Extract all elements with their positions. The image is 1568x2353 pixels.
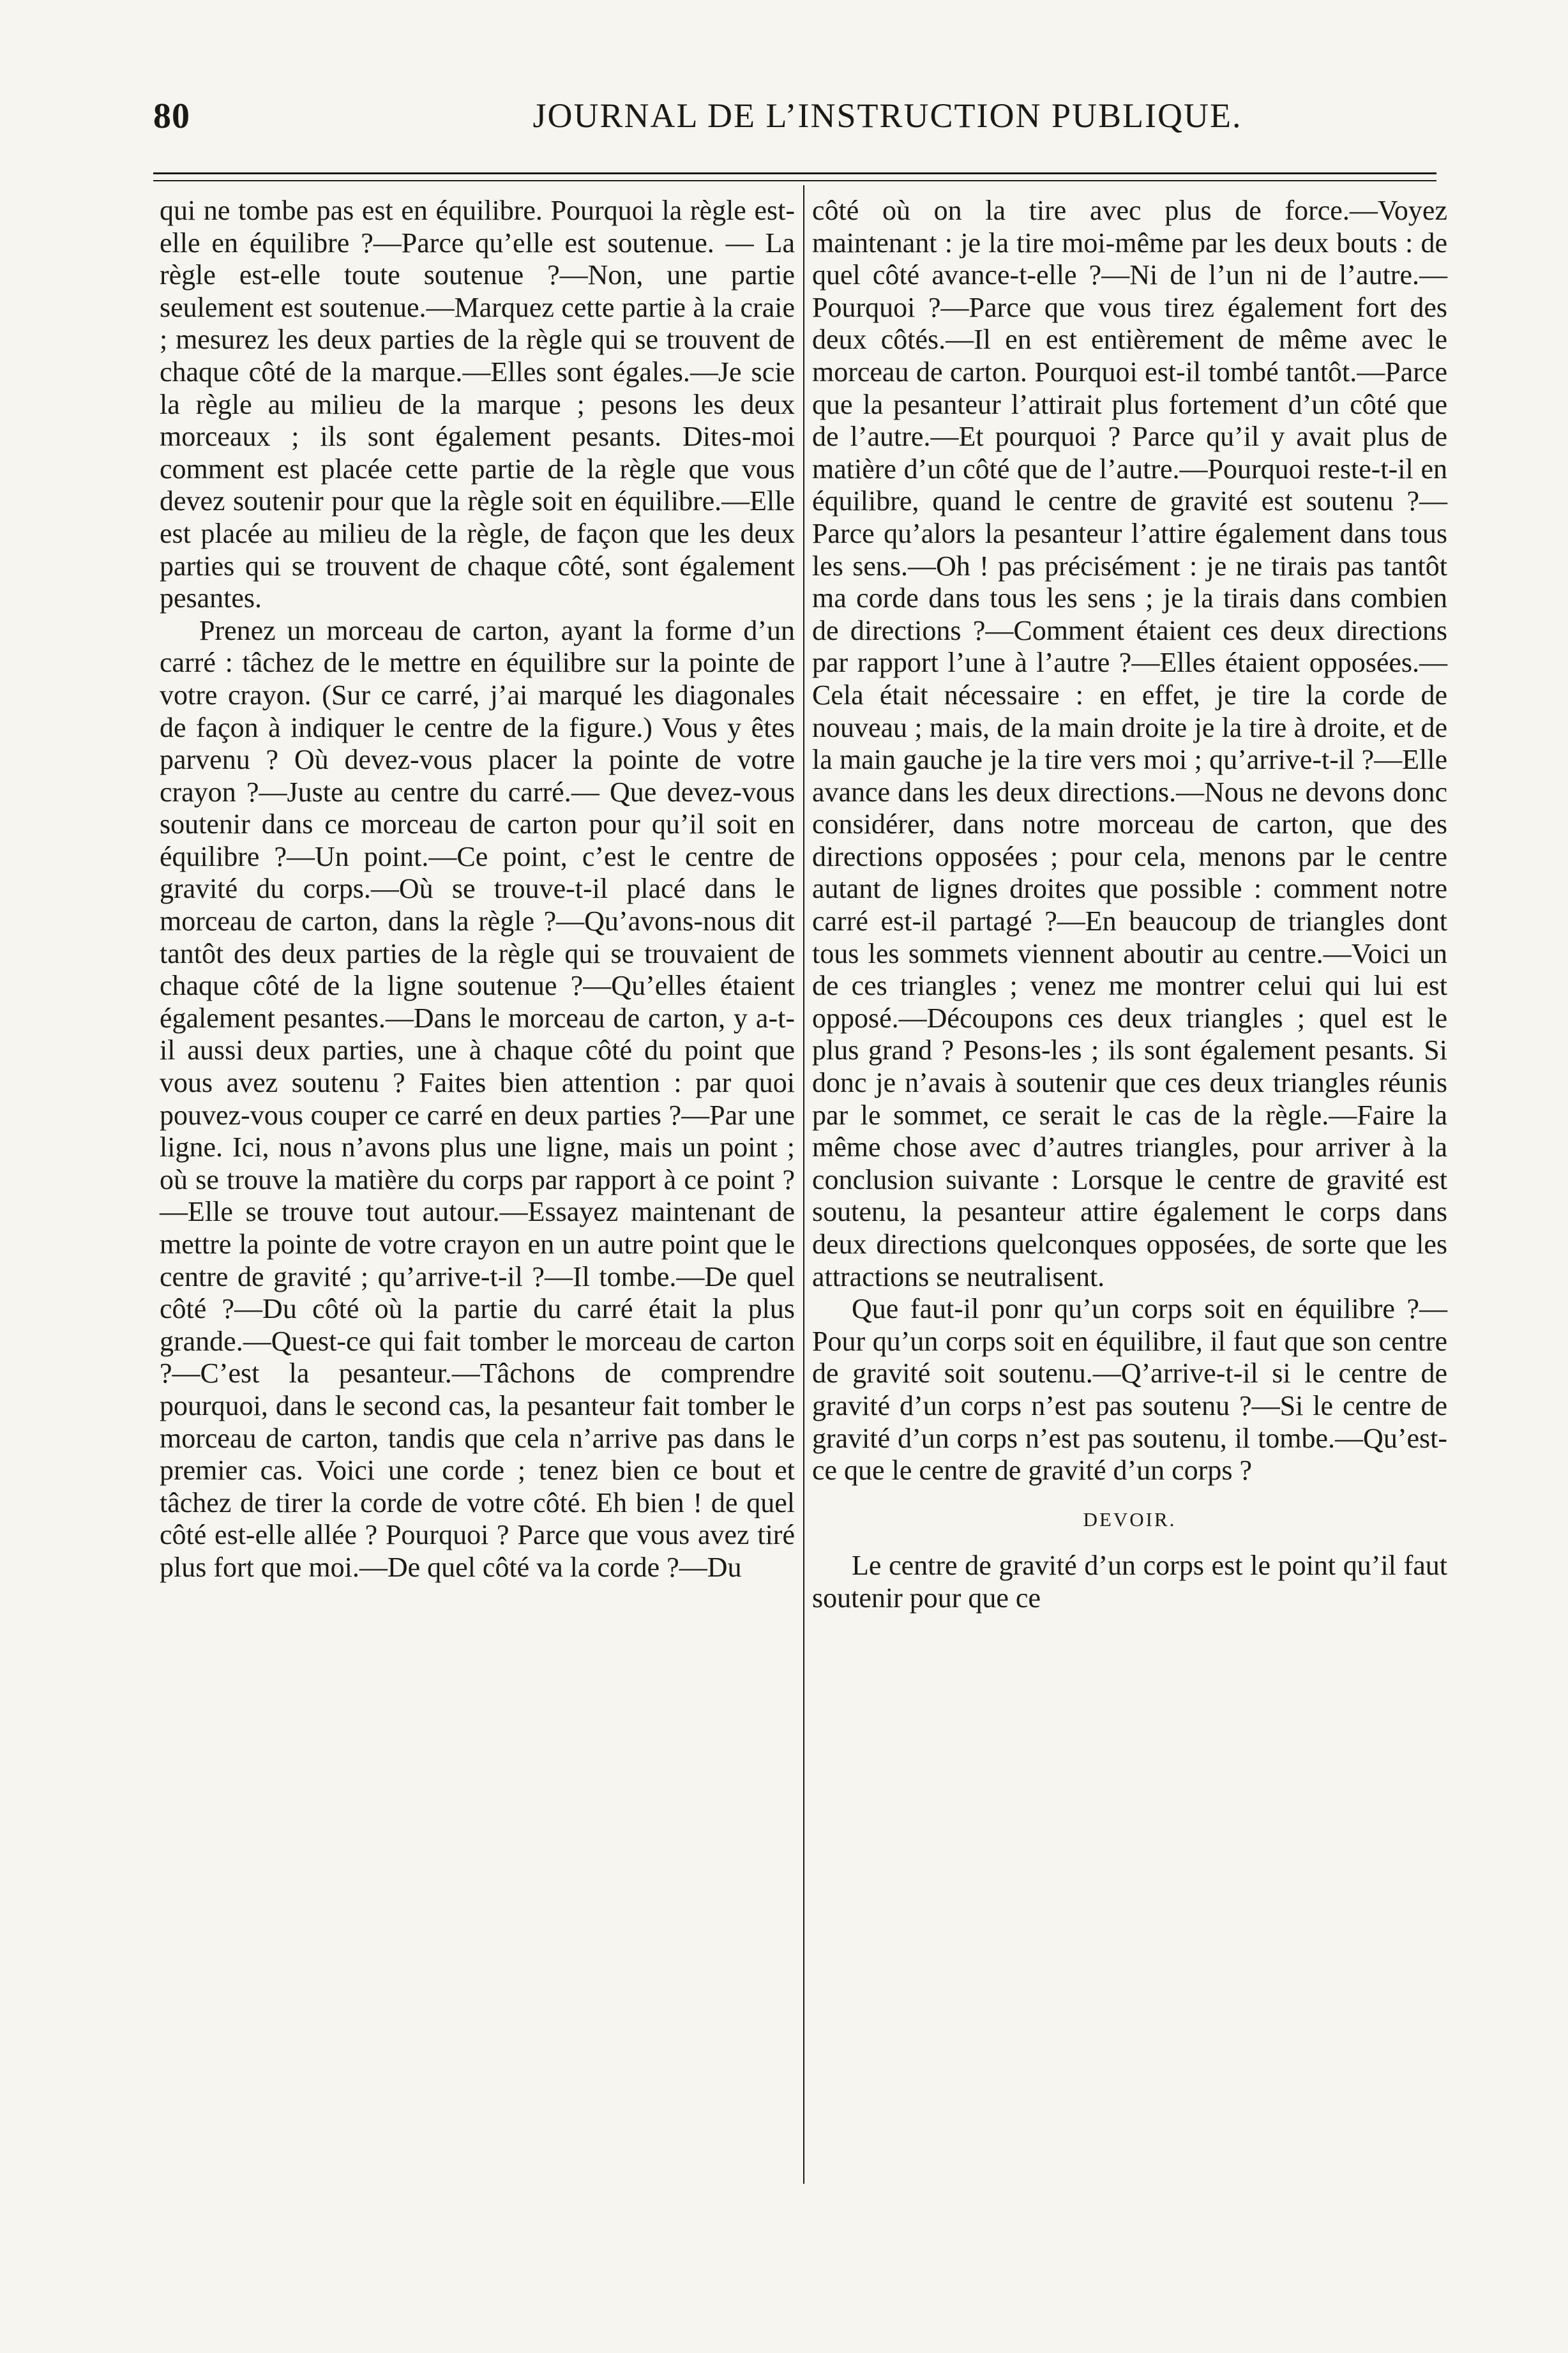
paragraph: Prenez un morceau de carton, ayant la forme d’un carré : tâchez de le mettre en équilibre sur la pointe de votre crayon. (Sur ce carré, j’ai marqué les diagonales de façon à indiquer le centre de la figure.) Vous y êtes parvenu ? Où devez-vous placer la pointe de votre crayon ?—Juste au centre du carré.— Que devez-vous soutenir dans ce morceau de carton pour qu’il soit en équilibre ?—Un point.—Ce point, c’est le centre de gravité du corps.—Où se trouve-t-il placé dans le morceau de carton, dans la règle ?—Qu’avons-nous dit tantôt des deux parties de la règle qui se trouvaient de chaque côté de la ligne soutenue ?—Qu’elles étaient également pesantes.—Dans le morceau de carton, y a-t-il aussi deux parties, une à chaque côté du point que vous avez soutenu ? Faites bien attention : par quoi pouvez-vous couper ce carré en deux parties ?—Par une ligne. Ici, nous n’avons plus une ligne, mais un point ; où se trouve la matière du corps par rapport à ce point ?—Elle se trouve tout autour.—Essayez maintenant de mettre la pointe de votre crayon en un autre point que le centre de gravité ; qu’arrive-t-il ?—Il tombe.—De quel côté ?—Du côté où la partie du carré était la plus grande.—Quest-ce qui fait tomber le morceau de carton ?—C’est la pesanteur.—Tâchons de comprendre pourquoi, dans le second cas, la pesanteur fait tomber le morceau de carton, tandis que cela n’arrive pas dans le premier cas. Voici une corde ; tenez bien ce bout et tâchez de tirer la corde de votre côté. Eh bien ! de quel côté est-elle allée ? Pourquoi ? Parce que vous avez tiré plus fort que moi.—De quel côté va la corde ?—Du	[160, 614, 795, 1583]
column-divider	[803, 185, 804, 2184]
left-column	[160, 195, 795, 1584]
paragraph: qui ne tombe pas est en équilibre. Pourquoi la règle est-elle en équilibre ?—Parce qu’elle est soutenue. — La règle est-elle toute soutenue ?—Non, une partie seulement est soutenue.—Marquez cette partie à la craie ; mesurez les deux parties de la règle qui se trouvent de chaque côté de la marque.—Elles sont égales.—Je scie la règle au milieu de la marque ; pesons les deux morceaux ; ils sont également pesants. Dites-moi comment est placée cette partie de la règle que vous devez soutenir pour que la règle soit en équilibre.—Elle est placée au milieu de la règle, de façon que les deux parties qui se trouvent de chaque côté, sont également pesantes.	[160, 195, 795, 614]
page-number: 80	[153, 96, 190, 136]
paragraph: Le centre de gravité d’un corps est le point qu’il faut soutenir pour que ce	[812, 1550, 1447, 1614]
section-heading: DEVOIR.	[1083, 1508, 1177, 1531]
running-title: JOURNAL DE L’INSTRUCTION PUBLIQUE.	[532, 96, 1242, 135]
paragraph: Que faut-il ponr qu’un corps soit en équilibre ?—Pour qu’un corps soit en équilibre, il faut que son centre de gravité soit soutenu.—Q’arrive-t-il si le centre de gravité d’un corps n’est pas soutenu ?—Si le centre de gravité d’un corps n’est pas soutenu, il tombe.—Qu’est-ce que le centre de gravité d’un corps ?	[812, 1293, 1447, 1487]
header-rule-secondary	[153, 180, 1436, 181]
right-column	[812, 195, 1447, 1615]
paragraph: côté où on la tire avec plus de force.—Voyez maintenant : je la tire moi-même par les deux bouts : de quel côté avance-t-elle ?—Ni de l’un ni de l’autre.—Pourquoi ?—Parce que vous tirez également fort des deux côtés.—Il en est entièrement de même avec le morceau de carton. Pourquoi est-il tombé tantôt.—Parce que la pesanteur l’attirait plus fortement d’un côté que de l’autre.—Et pourquoi ? Parce qu’il y avait plus de matière d’un côté que de l’autre.—Pourquoi reste-t-il en équilibre, quand le centre de gravité est soutenu ?—Parce qu’alors la pesanteur l’attire également dans tous les sens.—Oh ! pas précisément : je ne tirais pas tantôt ma corde dans tous les sens ; je la tirais dans combien de directions ?—Comment étaient ces deux directions par rapport l’une à l’autre ?—Elles étaient opposées.—Cela était nécessaire : en effet, je tire la corde de nouveau ; mais, de la main droite je la tire à droite, et de la main gauche je la tire vers moi ; qu’arrive-t-il ?—Elle avance dans les deux directions.—Nous ne devons donc considérer, dans notre morceau de carton, que des directions opposées ; pour cela, menons par le centre autant de lignes droites que possible : comment notre carré est-il partagé ?—En beaucoup de triangles dont tous les sommets viennent aboutir au centre.—Voici un de ces triangles ; venez me montrer celui qui lui est opposé.—Découpons ces deux triangles ; quel est le plus grand ? Pesons-les ; ils sont également pesants. Si donc je n’avais à soutenir que ces deux triangles réunis par le sommet, ce serait le cas de la règle.—Faire la même chose avec d’autres triangles, pour arriver à la conclusion suivante : Lorsque le centre de gravité est soutenu, la pesanteur attire également le corps dans deux directions quelconques opposées, de sorte que les attractions se neutralisent.	[812, 195, 1447, 1292]
page-header	[153, 96, 1449, 147]
header-rule	[153, 172, 1436, 174]
